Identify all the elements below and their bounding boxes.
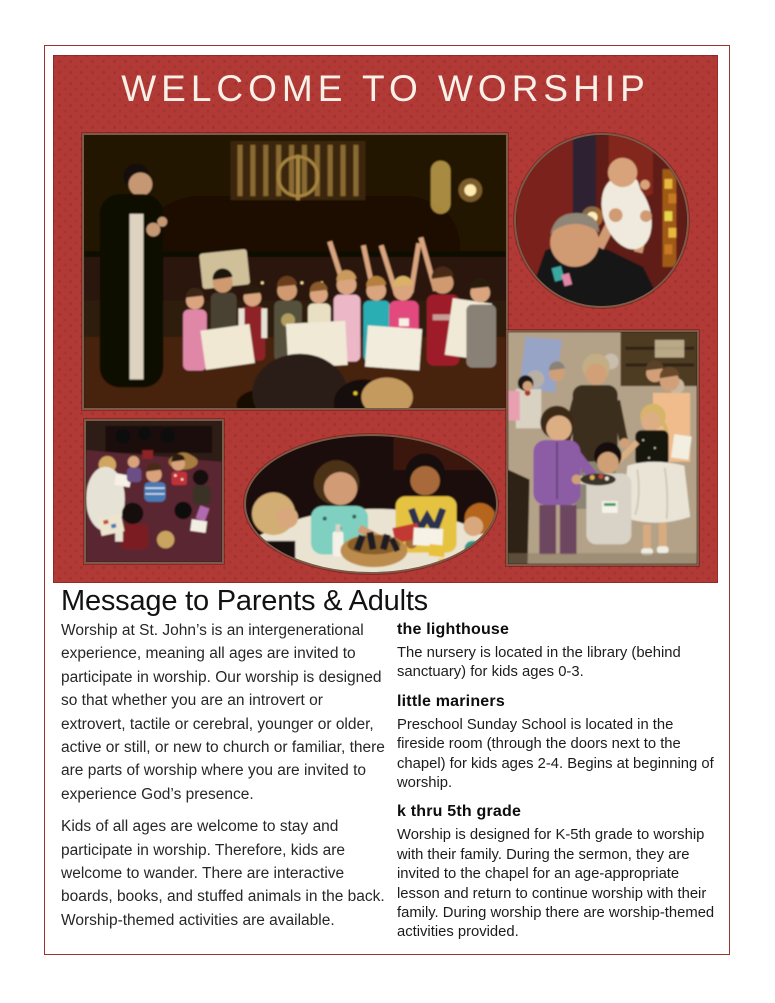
photo-pastor-children-sanctuary <box>82 133 508 410</box>
program-description-little-mariners: Preschool Sunday School is located in the fireside room (through the doors next to the chapel) for kids ages 2-4. Begins at beginning of worship. <box>397 716 714 792</box>
photo-illustration <box>246 436 496 572</box>
photo-children-procession <box>506 330 699 566</box>
photo-illustration <box>86 421 222 562</box>
photo-illustration <box>84 135 506 408</box>
welcome-banner <box>53 55 718 583</box>
program-name-k-thru-5th: k thru 5th grade <box>397 803 522 821</box>
message-paragraph-2: Kids of all ages are welcome to stay and participate in worship. Therefore, kids are welcome to wander. There are interactive boards, books, and stuffed animals in the back. Worship-themed activities are available. <box>61 818 385 929</box>
program-description-k-thru-5th: Worship is designed for K-5th grade to worship with their family. During the sermon, they are invited to the chapel for an age-appropriate lesson and return to continue worship with their family. During worship there are worship-themed activities provided. <box>397 827 715 941</box>
message-left-column <box>61 619 389 941</box>
banner-title: WELCOME TO WORSHIP <box>121 68 650 109</box>
program-description-lighthouse: The nursery is located in the library (behind sanctuary) for kids ages 0-3. <box>397 645 681 681</box>
message-heading: Message to Parents & Adults <box>61 585 428 617</box>
program-name-little-mariners: little mariners <box>397 692 505 710</box>
program-name-lighthouse: the lighthouse <box>397 621 510 638</box>
message-paragraph-1: Worship at St. John’s is an intergenerational experience, meaning all ages are invited to participate in worship. Our worship is designed so that whether you are an introvert or extrovert, tactile or cerebral, younger or older, active or still, or new to church or familiar, there are parts of worship where you are invited to experience God’s presence. <box>61 622 385 803</box>
photo-illustration <box>516 135 687 306</box>
photo-illustration <box>508 332 697 564</box>
photo-kids-reading-floor <box>84 419 224 564</box>
programs-right-column <box>397 621 717 953</box>
photo-craft-table-oval <box>244 434 498 574</box>
photo-baptism-baby-lift <box>514 133 689 308</box>
